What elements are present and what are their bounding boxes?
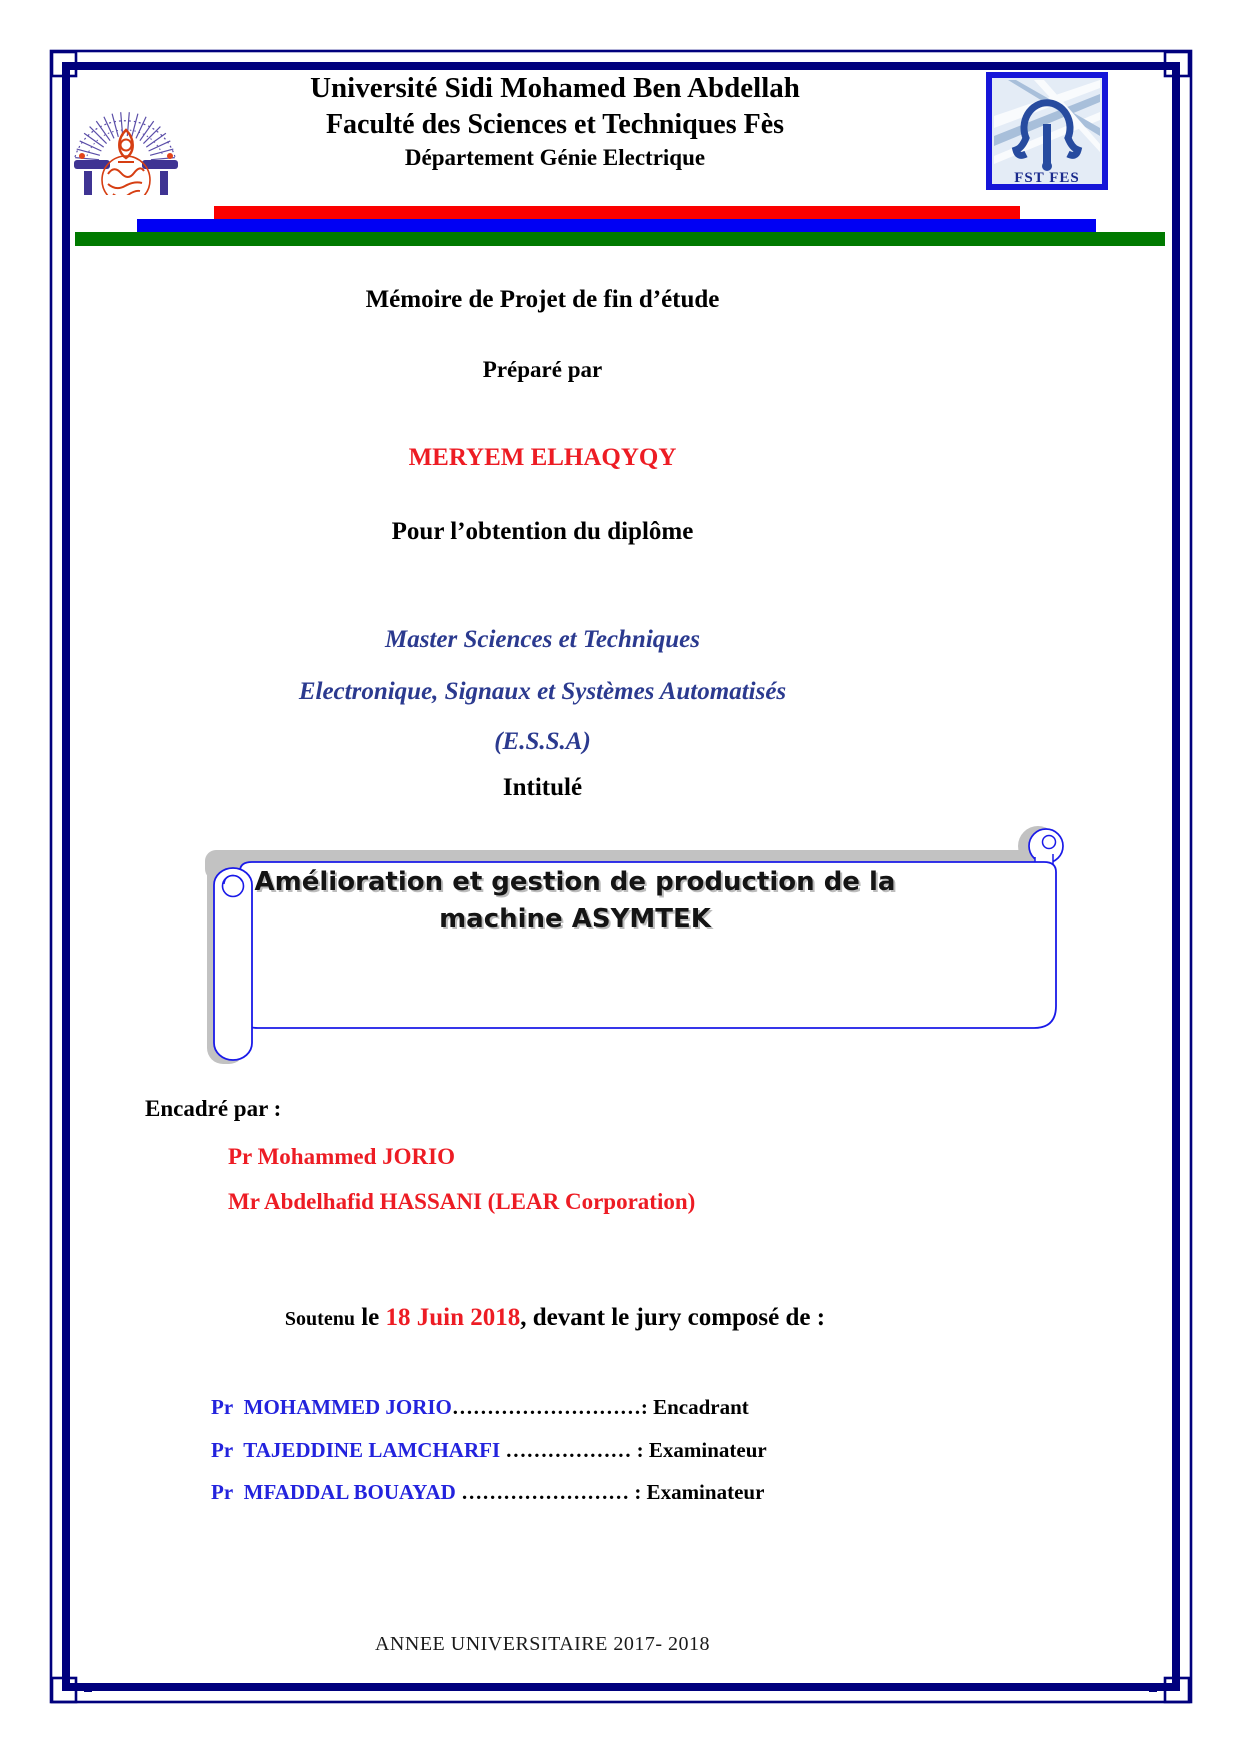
defense-date: 18 Juin 2018 (385, 1304, 521, 1331)
jury-dots: …………………… (461, 1480, 635, 1504)
jury-role: : Examinateur (636, 1438, 767, 1462)
defense-le: le (354, 1304, 386, 1331)
jury-role: : Examinateur (634, 1480, 765, 1504)
author-name: MERYEM ELHAQYQY (408, 444, 677, 471)
fst-fes-logo (986, 72, 1108, 190)
title-scroll-banner (195, 810, 1075, 1070)
faculty-name: Faculté des Sciences et Techniques Fès (325, 109, 785, 140)
jury-member-name: Pr MOHAMMED JORIO (211, 1395, 452, 1419)
degree-label: Pour l’obtention du diplôme (391, 518, 694, 545)
decorative-bar-green (75, 232, 1165, 246)
supervisor-name: Pr Mohammed JORIO (228, 1144, 456, 1169)
document-type: Mémoire de Projet de fin d’étude (365, 286, 720, 313)
program-line-2: Electronique, Signaux et Systèmes Automatisés (298, 678, 787, 705)
defense-statement (75, 1276, 1010, 1360)
fst-fes-logo-caption: FST FES (1014, 170, 1080, 186)
decorative-bar-red (214, 206, 1020, 220)
thesis-title (245, 864, 905, 938)
jury-member-name: Pr MFADDAL BOUAYAD (211, 1480, 462, 1504)
jury-row (190, 1455, 764, 1530)
university-name: Université Sidi Mohamed Ben Abdellah (310, 72, 800, 104)
supervised-by-label: Encadré par : (145, 1096, 282, 1121)
thesis-title-line2: machine ASYMTEK (439, 904, 711, 934)
jury-dots: ……………………… (451, 1395, 641, 1419)
thesis-title-line1: Amélioration et gestion de production de la (254, 867, 896, 897)
program-line-1: Master Sciences et Techniques (384, 626, 701, 653)
jury-dots: ……………… (505, 1438, 637, 1462)
jury-member-name: Pr TAJEDDINE LAMCHARFI (211, 1438, 506, 1462)
entitled-label: Intitulé (502, 774, 583, 801)
defense-suffix: , devant le jury composé de : (520, 1304, 826, 1331)
defense-prefix: Soutenu (284, 1308, 355, 1330)
decorative-bar-blue (137, 219, 1096, 233)
program-line-3: (E.S.S.A) (494, 728, 591, 755)
jury-role: : Encadrant (640, 1395, 749, 1419)
supervisor-name: Mr Abdelhafid HASSANI (LEAR Corporation) (228, 1189, 696, 1214)
academic-year-footer: ANNEE UNIVERSITAIRE 2017- 2018 (374, 1633, 711, 1655)
prepared-by-label: Préparé par (482, 357, 603, 382)
department-name: Département Génie Electrique (404, 145, 706, 170)
